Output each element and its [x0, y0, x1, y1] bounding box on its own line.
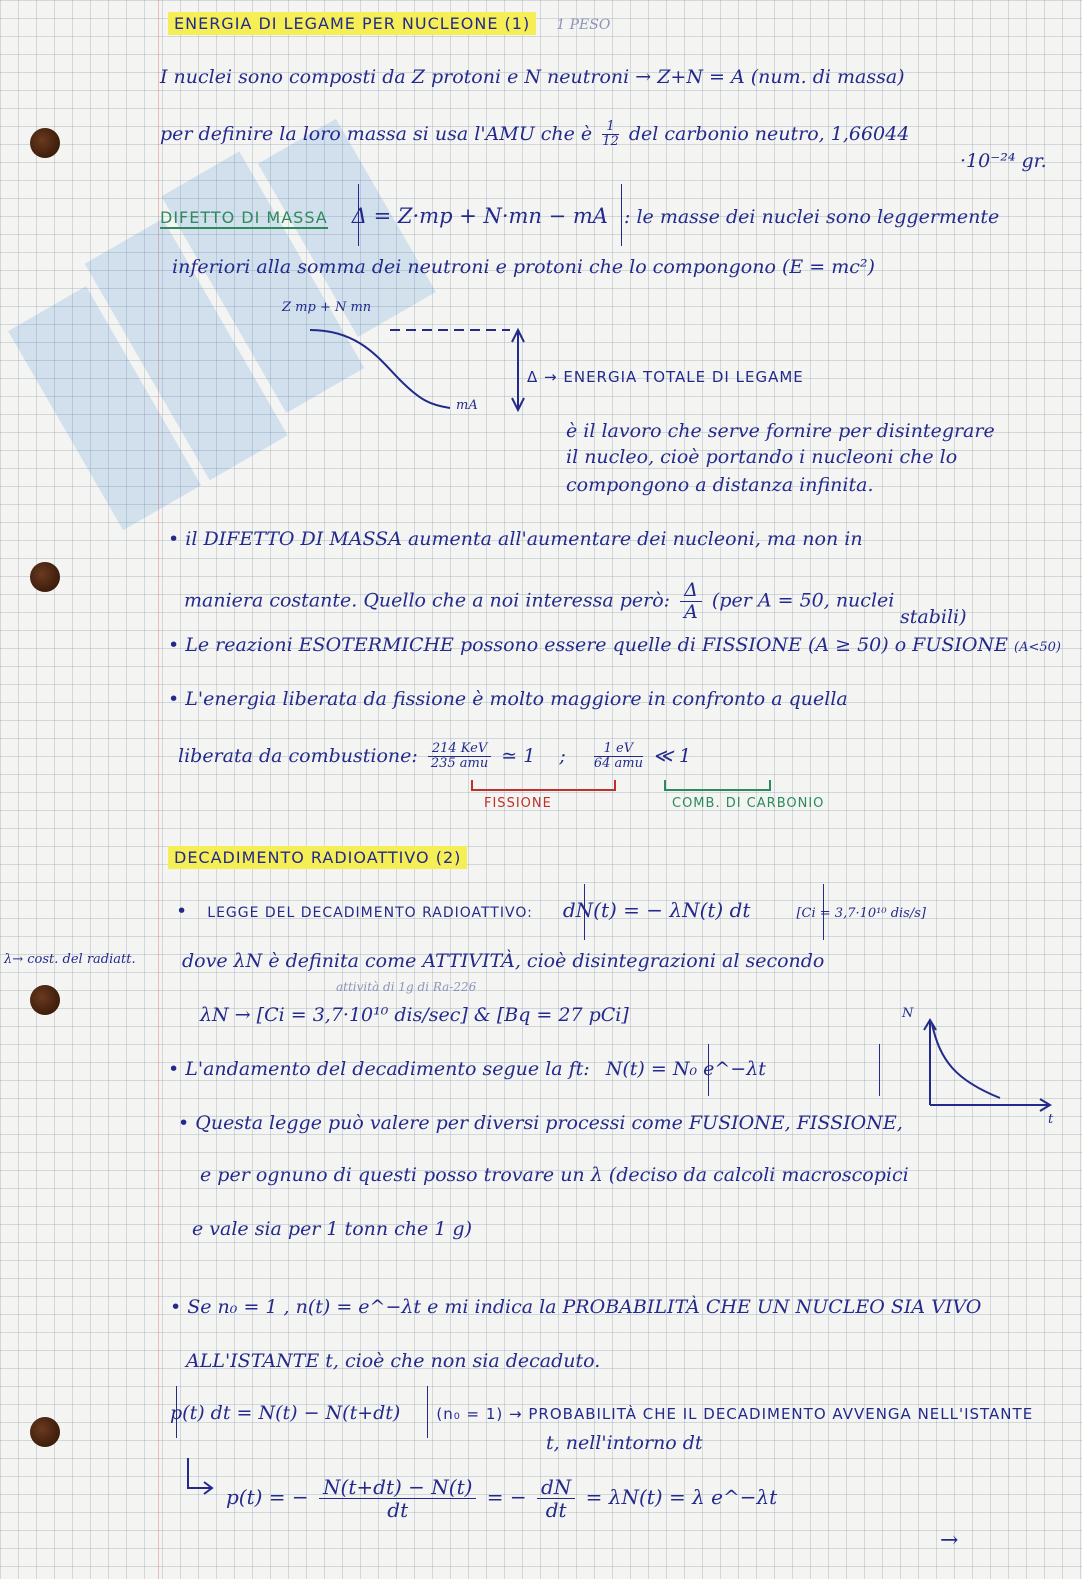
decay-trend-line: • L'andamento del decadimento segue la ft: N(t) = N₀ e^−λt — [168, 1058, 766, 1080]
bullet-ratio-line — [184, 580, 894, 623]
decay-law-bracket — [584, 884, 824, 940]
deriv-fraction-1 — [319, 1476, 476, 1521]
section1-title: ENERGIA DI LEGAME PER NUCLEONE (1) — [168, 12, 536, 35]
amu-exponent: ·10⁻²⁴ gr. — [960, 150, 1047, 172]
next-page-arrow: → — [940, 1528, 959, 1553]
combustion-num: 1 eV — [594, 742, 643, 757]
decay-law-units: [Ci = 3,7·10¹⁰ dis/s] — [796, 906, 926, 921]
ratio-den: A — [684, 600, 698, 623]
bullet3b-text: liberata da combustione: — [178, 744, 418, 767]
bullet3a-decay-text: Questa legge può valere per diversi processi come FUSIONE, FISSIONE, — [195, 1112, 903, 1134]
energy-desc-3: compongono a distanza infinita. — [566, 474, 874, 496]
bullet2-text: Le reazioni ESOTERMICHE possono essere quelle di FISSIONE (A ≥ 50) o FUSIONE — [185, 634, 1008, 656]
margin-note: λ→ cost. del radiatt. — [4, 952, 136, 967]
decay-law-formula: dN(t) = − λN(t) dt — [562, 898, 751, 922]
energy-desc-1: è il lavoro che serve fornire per disintegrare — [566, 420, 995, 442]
defect-desc: : le masse dei nuclei sono leggermente — [624, 206, 1000, 228]
prob-condition-2: t, nell'intorno dt — [546, 1432, 703, 1454]
arrow-label: Δ → ENERGIA TOTALE DI LEGAME — [527, 368, 804, 386]
line-inferiori: inferiori alla somma dei neutroni e protoni che lo compongono (E = mc²) — [172, 256, 875, 278]
ratio-fraction — [680, 580, 702, 623]
combustion-label: COMB. DI CARBONIO — [672, 796, 825, 811]
defect-bracket — [358, 184, 622, 246]
deriv-den-1: dt — [387, 1498, 409, 1522]
amu-num: 1 — [602, 120, 619, 135]
prob-condition: (n₀ = 1) → PROBABILITÀ CHE IL DECADIMENTO AVVENGA NELL'ISTANTE — [436, 1405, 1034, 1423]
process-line-1: • Questa legge può valere per diversi processi come FUSIONE, FISSIONE, — [178, 1112, 903, 1134]
bullet2-frac: (A<50) — [1014, 640, 1061, 655]
graph-bottom-label: mA — [456, 398, 478, 413]
graph-t-label: t — [1048, 1112, 1054, 1127]
amu-fraction — [602, 120, 619, 150]
bullet4a-text: Se n₀ = 1 , n(t) = e^−λt e mi indica la PROBABILITÀ CHE UN NUCLEO SIA VIVO — [187, 1296, 982, 1318]
deriv-fraction-2 — [537, 1476, 575, 1521]
bullet1c-text: (per A = 50, nuclei — [711, 589, 895, 612]
derivation-arrow — [186, 1458, 216, 1498]
fission-fraction — [428, 742, 491, 772]
activity-line: dove λN è definita come ATTIVITÀ, cioè disintegrazioni al secondo — [182, 950, 825, 972]
bullet-exothermic: • Le reazioni ESOTERMICHE possono essere quelle di FISSIONE (A ≥ 50) o FUSIONE (A<50) — [168, 634, 1061, 656]
line-amu — [160, 120, 909, 150]
amu-den: 12 — [602, 134, 619, 150]
combustion-approx: ≪ 1 — [653, 744, 692, 767]
section2-title-row — [168, 846, 467, 868]
bullet-fission-energy: • L'energia liberata da fissione è molto maggiore in confronto a quella — [168, 688, 848, 710]
decay-trend-bracket — [708, 1044, 880, 1096]
bullet-comparison: liberata da combustione: $\frac{\text{214 KeV}}{\text{235 amu}}$ ≃ 1 ; $\frac{1 eV}{\text{64 amu}}$ ≪ 1 — [178, 741, 692, 772]
section1-title-row — [168, 12, 610, 34]
probability-line-2: ALL'ISTANTE t, cioè che non sia decaduto. — [186, 1350, 601, 1372]
decay-curve-graph — [910, 1010, 1060, 1120]
defect-formula: Δ = Z·mp + N·mn − mA — [351, 204, 608, 228]
deriv-eq: = − — [486, 1485, 527, 1509]
amu-text-b: del carbonio neutro, 1,66044 — [628, 122, 910, 145]
binder-hole — [30, 1417, 60, 1447]
decay-law-label: LEGGE DEL DECADIMENTO RADIOATTIVO: — [207, 905, 533, 921]
derivation-line — [226, 1476, 777, 1521]
line-nuclei: I nuclei sono composti da Z protoni e N neutroni → Z+N = A (num. di massa) — [160, 66, 905, 88]
fission-label: FISSIONE — [484, 796, 552, 811]
prob-formula: p(t) dt = N(t) − N(t+dt) — [170, 1402, 401, 1424]
probability-line-1: • Se n₀ = 1 , n(t) = e^−λt e mi indica la PROBABILITÀ CHE UN NUCLEO SIA VIVO — [170, 1296, 982, 1318]
binder-hole — [30, 985, 60, 1015]
deriv-den-2: dt — [545, 1498, 567, 1522]
process-line-3: e vale sia per 1 tonn che 1 g) — [192, 1218, 473, 1240]
fission-approx: ≃ 1 — [501, 744, 536, 767]
bullet-defect-increase: • il DIFETTO DI MASSA aumenta all'aumentare dei nucleoni, ma non in — [168, 528, 863, 550]
bullet1b-text: maniera costante. Quello che a noi interessa però: — [184, 589, 671, 612]
binder-hole — [30, 128, 60, 158]
bullet1d-text: stabili) — [900, 606, 967, 628]
defect-label: DIFETTO DI MASSA — [160, 208, 328, 227]
mass-defect-graph — [300, 320, 540, 420]
amu-text: per definire la loro massa si usa l'AMU che è — [160, 122, 593, 145]
deriv-start: p(t) = − — [226, 1485, 309, 1509]
section1-page-ref: 1 PESO — [556, 17, 611, 33]
combustion-fraction — [594, 742, 643, 772]
energy-desc-2: il nucleo, cioè portando i nucleoni che lo — [566, 446, 958, 468]
fission-den: 235 amu — [430, 756, 489, 772]
graph-top-label: Z mp + N mn — [282, 300, 372, 315]
bullet3a-text: L'energia liberata da fissione è molto maggiore in confronto a quella — [185, 688, 848, 710]
activity-note: attività di 1g di Ra-226 — [336, 980, 477, 994]
binder-hole — [30, 562, 60, 592]
section2-title: DECADIMENTO RADIOATTIVO (2) — [168, 846, 467, 869]
bullet2-decay-text: L'andamento del decadimento segue la ft: — [185, 1058, 590, 1080]
decay-trend-formula: N(t) = N₀ e^−λt — [605, 1058, 766, 1080]
deriv-end: = λN(t) = λ e^−λt — [585, 1485, 778, 1509]
ratio-num: Δ — [680, 580, 702, 602]
process-line-2: e per ognuno di questi posso trovare un λ (deciso da calcoli macroscopici — [200, 1164, 909, 1186]
fission-num: 214 KeV — [428, 742, 491, 757]
graph-n-label: N — [902, 1006, 914, 1021]
bullet1a-text: il DIFETTO DI MASSA aumenta all'aumentare dei nucleoni, ma non in — [185, 528, 863, 550]
deriv-num-1: N(t+dt) − N(t) — [319, 1476, 476, 1499]
decay-law-line: • LEGGE DEL DECADIMENTO RADIOATTIVO: dN(t) = − λN(t) dt [Ci = 3,7·10¹⁰ dis/s] — [176, 898, 926, 922]
units-line: λN → [Ci = 3,7·10¹⁰ dis/sec] & [Bq = 27 pCi] — [200, 1004, 629, 1026]
combustion-den: 64 amu — [593, 756, 643, 772]
deriv-num-2: dN — [537, 1476, 575, 1499]
prob-bracket — [176, 1386, 428, 1438]
